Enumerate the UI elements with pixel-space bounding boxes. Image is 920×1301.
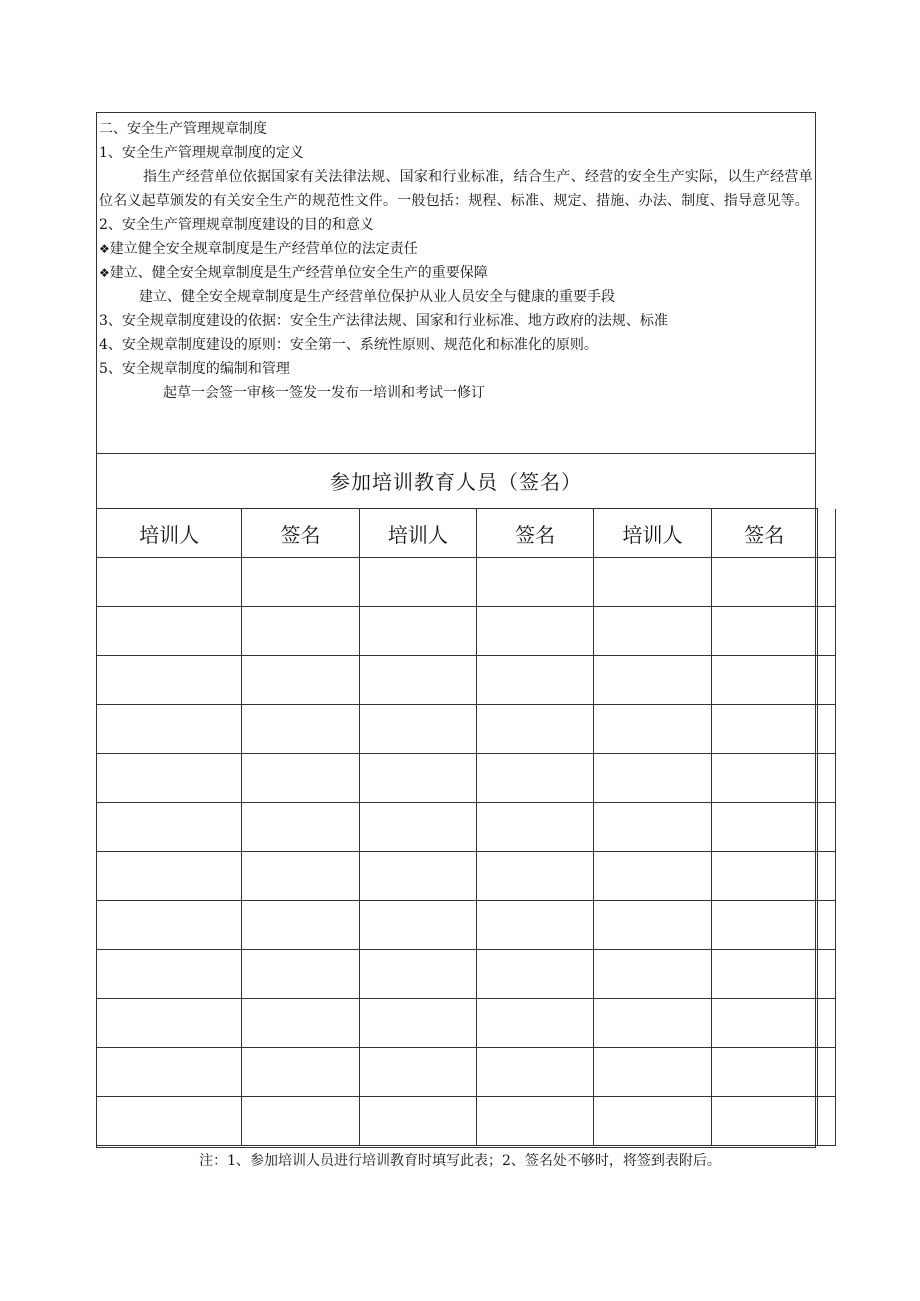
signature-table-body [97,558,836,1146]
table-row [97,1097,836,1146]
signature-cell[interactable] [711,754,817,803]
trainee-cell[interactable] [97,950,242,999]
trainee-cell[interactable] [359,950,476,999]
item-3: 3、安全规章制度建设的依据：安全生产法律法规、国家和行业标准、地方政府的法规、标准 [99,313,668,329]
section-title: 二、安全生产管理规章制度 [99,121,267,137]
signature-cell[interactable] [477,705,594,754]
extra-cell [817,852,835,901]
item-1-definition: 指生产经营单位依据国家有关法律法规、国家和行业标准，结合生产、经营的安全生产实际，以生产经营单位名义起草颁发的有关安全生产的规范性文件。一般包括：规程、标准、规定、措施、办法、制度、指导意见等。 [99,169,813,209]
signature-cell[interactable] [711,803,817,852]
bullet-item-1 [99,237,813,261]
table-row [97,754,836,803]
header-trainee-1: 培训人 [97,509,242,558]
signature-cell[interactable] [242,852,359,901]
trainee-cell[interactable] [594,1097,711,1146]
signature-cell[interactable] [242,1048,359,1097]
trainee-cell[interactable] [97,852,242,901]
item-5-title: 5、安全规章制度的编制和管理 [99,361,290,377]
header-trainee-3: 培训人 [594,509,711,558]
signature-cell[interactable] [242,999,359,1048]
extra-cell [817,754,835,803]
diamond-bullet-icon: ❖ [99,242,110,256]
extra-cell [817,950,835,999]
signature-cell[interactable] [477,1048,594,1097]
trainee-cell[interactable] [359,1097,476,1146]
extra-cell [817,558,835,607]
signature-cell[interactable] [711,656,817,705]
signature-cell[interactable] [711,901,817,950]
diamond-bullet-icon: ❖ [99,266,110,280]
signature-cell[interactable] [477,558,594,607]
trainee-cell[interactable] [97,656,242,705]
trainee-cell[interactable] [359,656,476,705]
extra-cell [817,803,835,852]
header-signature-2: 签名 [477,509,594,558]
trainee-cell[interactable] [594,901,711,950]
trainee-cell[interactable] [97,754,242,803]
signature-cell[interactable] [242,558,359,607]
trainee-cell[interactable] [594,1048,711,1097]
trainee-cell[interactable] [594,803,711,852]
table-row [97,705,836,754]
signature-cell[interactable] [242,607,359,656]
item-5-flow: 起草一会签一审核一签发一发布一培训和考试一修订 [163,385,485,401]
trainee-cell[interactable] [359,803,476,852]
signature-cell[interactable] [477,950,594,999]
signature-cell[interactable] [477,754,594,803]
signature-table-title: 参加培训教育人员（签名） [97,453,815,507]
trainee-cell[interactable] [359,607,476,656]
signature-cell[interactable] [711,1048,817,1097]
regulation-content [97,113,815,453]
table-row [97,999,836,1048]
signature-cell[interactable] [477,803,594,852]
table-row [97,803,836,852]
signature-cell[interactable] [711,950,817,999]
bullet-text-2: 建立、健全安全规章制度是生产经营单位安全生产的重要保障 [109,265,488,281]
trainee-cell[interactable] [359,705,476,754]
trainee-cell[interactable] [97,558,242,607]
trainee-cell[interactable] [594,950,711,999]
table-row [97,656,836,705]
signature-cell[interactable] [711,705,817,754]
trainee-cell[interactable] [97,1048,242,1097]
extra-cell [817,1097,835,1146]
form-frame [96,112,816,1148]
trainee-cell[interactable] [359,999,476,1048]
extra-cell [817,999,835,1048]
trainee-cell[interactable] [359,754,476,803]
table-row [97,1048,836,1097]
trainee-cell[interactable] [97,999,242,1048]
signature-cell[interactable] [711,1097,817,1146]
signature-cell[interactable] [711,852,817,901]
trainee-cell[interactable] [359,1048,476,1097]
header-signature-3: 签名 [711,509,817,558]
signature-cell[interactable] [711,558,817,607]
trainee-cell[interactable] [359,558,476,607]
trainee-cell[interactable] [594,705,711,754]
extra-cell [817,1048,835,1097]
trainee-cell[interactable] [97,705,242,754]
signature-cell[interactable] [477,901,594,950]
signature-cell[interactable] [242,705,359,754]
table-row [97,607,836,656]
bullet-item-2 [99,261,813,285]
bullet-text-1: 建立健全安全规章制度是生产经营单位的法定责任 [109,241,418,257]
header-signature-1: 签名 [242,509,359,558]
trainee-cell[interactable] [594,999,711,1048]
trainee-cell[interactable] [359,852,476,901]
signature-cell[interactable] [242,950,359,999]
item-1-title: 1、安全生产管理规章制度的定义 [99,145,304,161]
signature-cell[interactable] [242,656,359,705]
trainee-cell[interactable] [594,607,711,656]
trainee-cell[interactable] [594,852,711,901]
table-row [97,950,836,999]
table-row [97,852,836,901]
extra-cell [817,901,835,950]
signature-table [96,508,836,1146]
extra-cell [817,705,835,754]
header-extra-column [817,509,835,558]
header-trainee-2: 培训人 [359,509,476,558]
signature-cell[interactable] [242,1097,359,1146]
signature-cell[interactable] [242,803,359,852]
trainee-cell[interactable] [97,803,242,852]
trainee-cell[interactable] [97,901,242,950]
table-row [97,558,836,607]
signature-cell[interactable] [477,1097,594,1146]
signature-cell[interactable] [711,607,817,656]
signature-table-header [97,509,836,558]
bullet-text-3: 建立、健全安全规章制度是生产经营单位保护从业人员安全与健康的重要手段 [139,289,615,305]
signature-cell[interactable] [711,999,817,1048]
trainee-cell[interactable] [359,901,476,950]
signature-cell[interactable] [477,852,594,901]
item-2-title: 2、安全生产管理规章制度建设的目的和意义 [99,217,374,233]
trainee-cell[interactable] [594,558,711,607]
trainee-cell[interactable] [97,607,242,656]
signature-cell[interactable] [242,901,359,950]
trainee-cell[interactable] [594,754,711,803]
extra-cell [817,656,835,705]
signature-cell[interactable] [477,656,594,705]
footnote: 注：1、参加培训人员进行培训教育时填写此表；2、签名处不够时，将签到表附后。 [199,1153,721,1169]
signature-cell[interactable] [477,607,594,656]
trainee-cell[interactable] [594,656,711,705]
item-4: 4、安全规章制度建设的原则：安全第一、系统性原则、规范化和标准化的原则。 [99,337,598,353]
trainee-cell[interactable] [97,1097,242,1146]
extra-cell [817,607,835,656]
signature-cell[interactable] [242,754,359,803]
table-row [97,901,836,950]
signature-cell[interactable] [477,999,594,1048]
